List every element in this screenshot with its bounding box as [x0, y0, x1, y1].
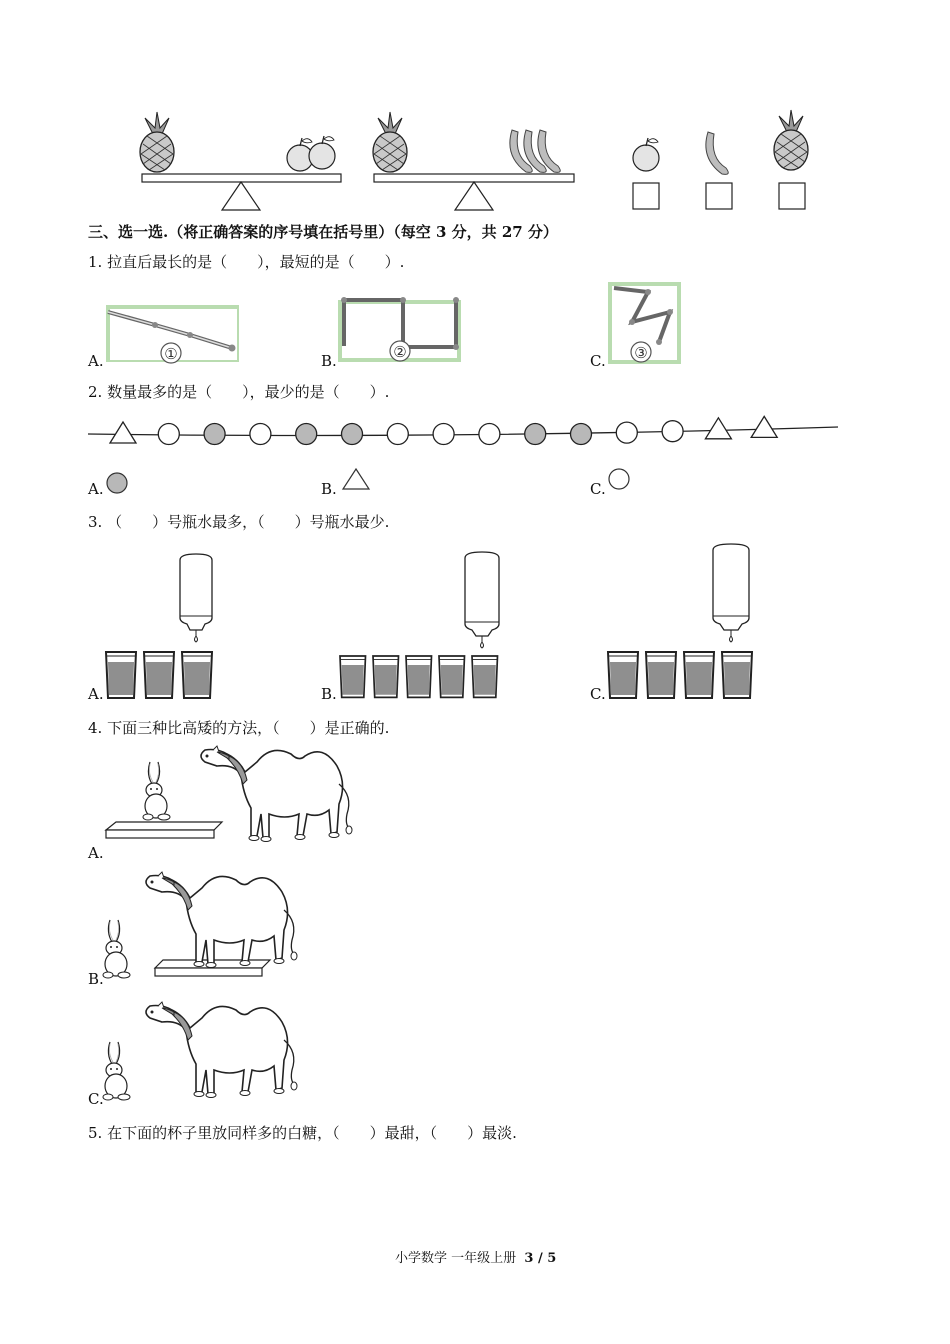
q4-option-b[interactable]: B. — [88, 970, 104, 988]
answer-box-apple[interactable] — [633, 183, 659, 209]
q3-option-c[interactable]: C. — [590, 685, 606, 703]
question-3-text: 3. （ ）号瓶水最多，（ ）号瓶水最少. — [88, 513, 390, 531]
q2-option-b[interactable]: B. — [321, 480, 337, 498]
camel-rabbit-figures — [0, 740, 950, 1120]
cups-b — [340, 656, 498, 697]
q1-figures — [0, 280, 950, 370]
question-5-text: 5. 在下面的杯子里放同样多的白糖，（ ）最甜，（ ）最淡. — [88, 1124, 517, 1142]
water-cup — [340, 656, 366, 697]
q4-option-c[interactable]: C. — [88, 1090, 104, 1108]
q2-option-c[interactable]: C. — [590, 480, 606, 498]
sequence-grey-circle — [296, 424, 317, 445]
answer-box-banana[interactable] — [706, 183, 732, 209]
question-2-text: 2. 数量最多的是（ ），最少的是（ ）. — [88, 383, 390, 401]
balance-scale-figure — [0, 0, 950, 215]
cups-a — [106, 652, 212, 698]
bottle-c — [713, 544, 749, 642]
sequence-circle — [387, 424, 408, 445]
fig-number-3: ③ — [634, 344, 648, 362]
q1-option-a[interactable]: A. — [88, 352, 104, 370]
sequence-circle — [158, 424, 179, 445]
sequence-triangle — [110, 422, 136, 443]
question-1-text: 1. 拉直后最长的是（ ），最短的是（ ）. — [88, 253, 405, 271]
circle-icon — [607, 467, 637, 497]
water-cup — [684, 652, 714, 698]
question-4-text: 4. 下面三种比高矮的方法，（ ）是正确的. — [88, 719, 390, 737]
sequence-grey-circle — [342, 424, 363, 445]
q1-option-c[interactable]: C. — [590, 352, 606, 370]
q2-shape-sequence — [0, 415, 950, 455]
q1-option-b[interactable]: B. — [321, 352, 337, 370]
sequence-grey-circle — [204, 424, 225, 445]
water-cup — [439, 656, 465, 697]
water-cup — [144, 652, 174, 698]
page-footer — [395, 1247, 556, 1266]
q3-option-b[interactable]: B. — [321, 685, 337, 703]
answer-box-pineapple[interactable] — [779, 183, 805, 209]
sequence-circle — [250, 424, 271, 445]
sequence-circle — [433, 424, 454, 445]
water-cup — [722, 652, 752, 698]
water-cup — [608, 652, 638, 698]
q2-option-a[interactable]: A. — [88, 480, 104, 498]
fig-number-2: ② — [393, 343, 407, 361]
footer-page-number: 3 / 5 — [524, 1251, 557, 1266]
water-cup — [646, 652, 676, 698]
triangle-icon — [341, 467, 371, 497]
sequence-grey-circle — [525, 424, 546, 445]
sequence-circle — [479, 424, 500, 445]
q3-option-a[interactable]: A. — [88, 685, 104, 703]
section-title: 三、选一选.（将正确答案的序号填在括号里）（每空 3 分，共 27 分） — [88, 223, 558, 241]
sequence-triangle — [705, 418, 731, 439]
sequence-circle — [616, 422, 637, 443]
water-cup — [373, 656, 399, 697]
water-cup — [406, 656, 432, 697]
footer-subject: 小学数学 一年级上册 — [395, 1251, 517, 1266]
bottle-a — [180, 554, 212, 642]
water-cup — [182, 652, 212, 698]
sequence-grey-circle — [571, 424, 592, 445]
sequence-circle — [662, 421, 683, 442]
q3-bottles-and-cups — [0, 540, 950, 700]
fig-number-1: ① — [164, 345, 178, 363]
sequence-triangle — [751, 416, 777, 437]
water-cup — [106, 652, 136, 698]
bottle-b — [465, 552, 499, 648]
grey-circle-icon — [106, 471, 136, 501]
q4-option-a[interactable]: A. — [88, 844, 104, 862]
cups-c — [608, 652, 752, 698]
water-cup — [472, 656, 498, 697]
